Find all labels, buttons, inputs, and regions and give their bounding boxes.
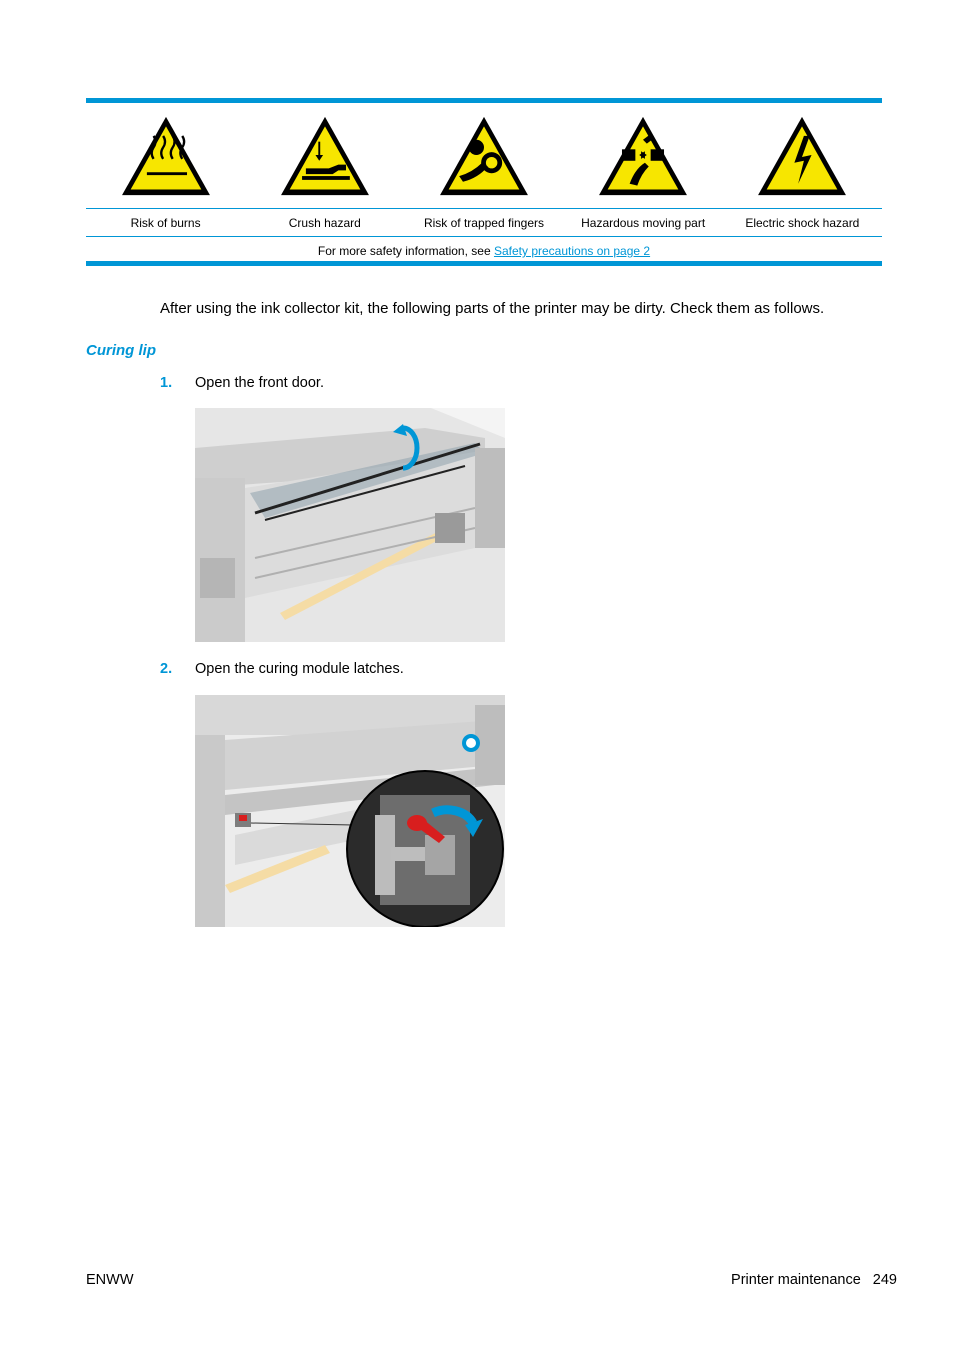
footer-section-title: Printer maintenance: [731, 1272, 861, 1288]
hazard-label-moving-part: Hazardous moving part: [581, 216, 706, 230]
hazard-cell-crush: [245, 103, 404, 209]
electric-shock-warning-icon: [754, 113, 850, 199]
hazard-cell-electric-shock: [723, 103, 882, 209]
hazard-label-electric-shock: Electric shock hazard: [745, 216, 860, 230]
step-text: Open the curing module latches.: [195, 661, 404, 677]
safety-precautions-link[interactable]: Safety precautions on page 2: [493, 244, 651, 258]
safety-note-prefix: For more safety information, see: [317, 244, 494, 258]
footer-page-info: [731, 1272, 897, 1288]
intro-paragraph: After using the ink collector kit, the following parts of the printer may be dirty. Check them as follows.: [160, 300, 825, 317]
step-2: [160, 661, 404, 677]
page-number: 249: [872, 1272, 897, 1288]
step-text: Open the front door.: [195, 375, 324, 391]
hot-surface-warning-icon: [118, 113, 214, 199]
hazard-cell-trapped-fingers: [404, 103, 563, 209]
moving-part-warning-icon: [595, 113, 691, 199]
front-door-illustration: [195, 408, 505, 642]
hazard-label-crush: Crush hazard: [288, 216, 361, 230]
curing-latch-illustration: [195, 695, 505, 927]
section-heading: Curing lip: [86, 342, 156, 359]
hazard-icons-row: [86, 103, 882, 209]
step-number: 2.: [160, 661, 173, 677]
step-number: 1.: [160, 375, 173, 391]
trapped-fingers-warning-icon: [436, 113, 532, 199]
hazard-label-trapped-fingers: Risk of trapped fingers: [423, 216, 544, 230]
hazard-cell-moving-part: [564, 103, 723, 209]
crush-hand-warning-icon: [277, 113, 373, 199]
hazard-labels-row: [86, 209, 882, 237]
footer-doc-code: ENWW: [86, 1272, 134, 1288]
step-1: [160, 375, 324, 391]
hazard-cell-burns: [86, 103, 245, 209]
hazard-label-burns: Risk of burns: [130, 216, 201, 230]
safety-note: [86, 237, 882, 265]
hazard-table: [86, 98, 882, 266]
